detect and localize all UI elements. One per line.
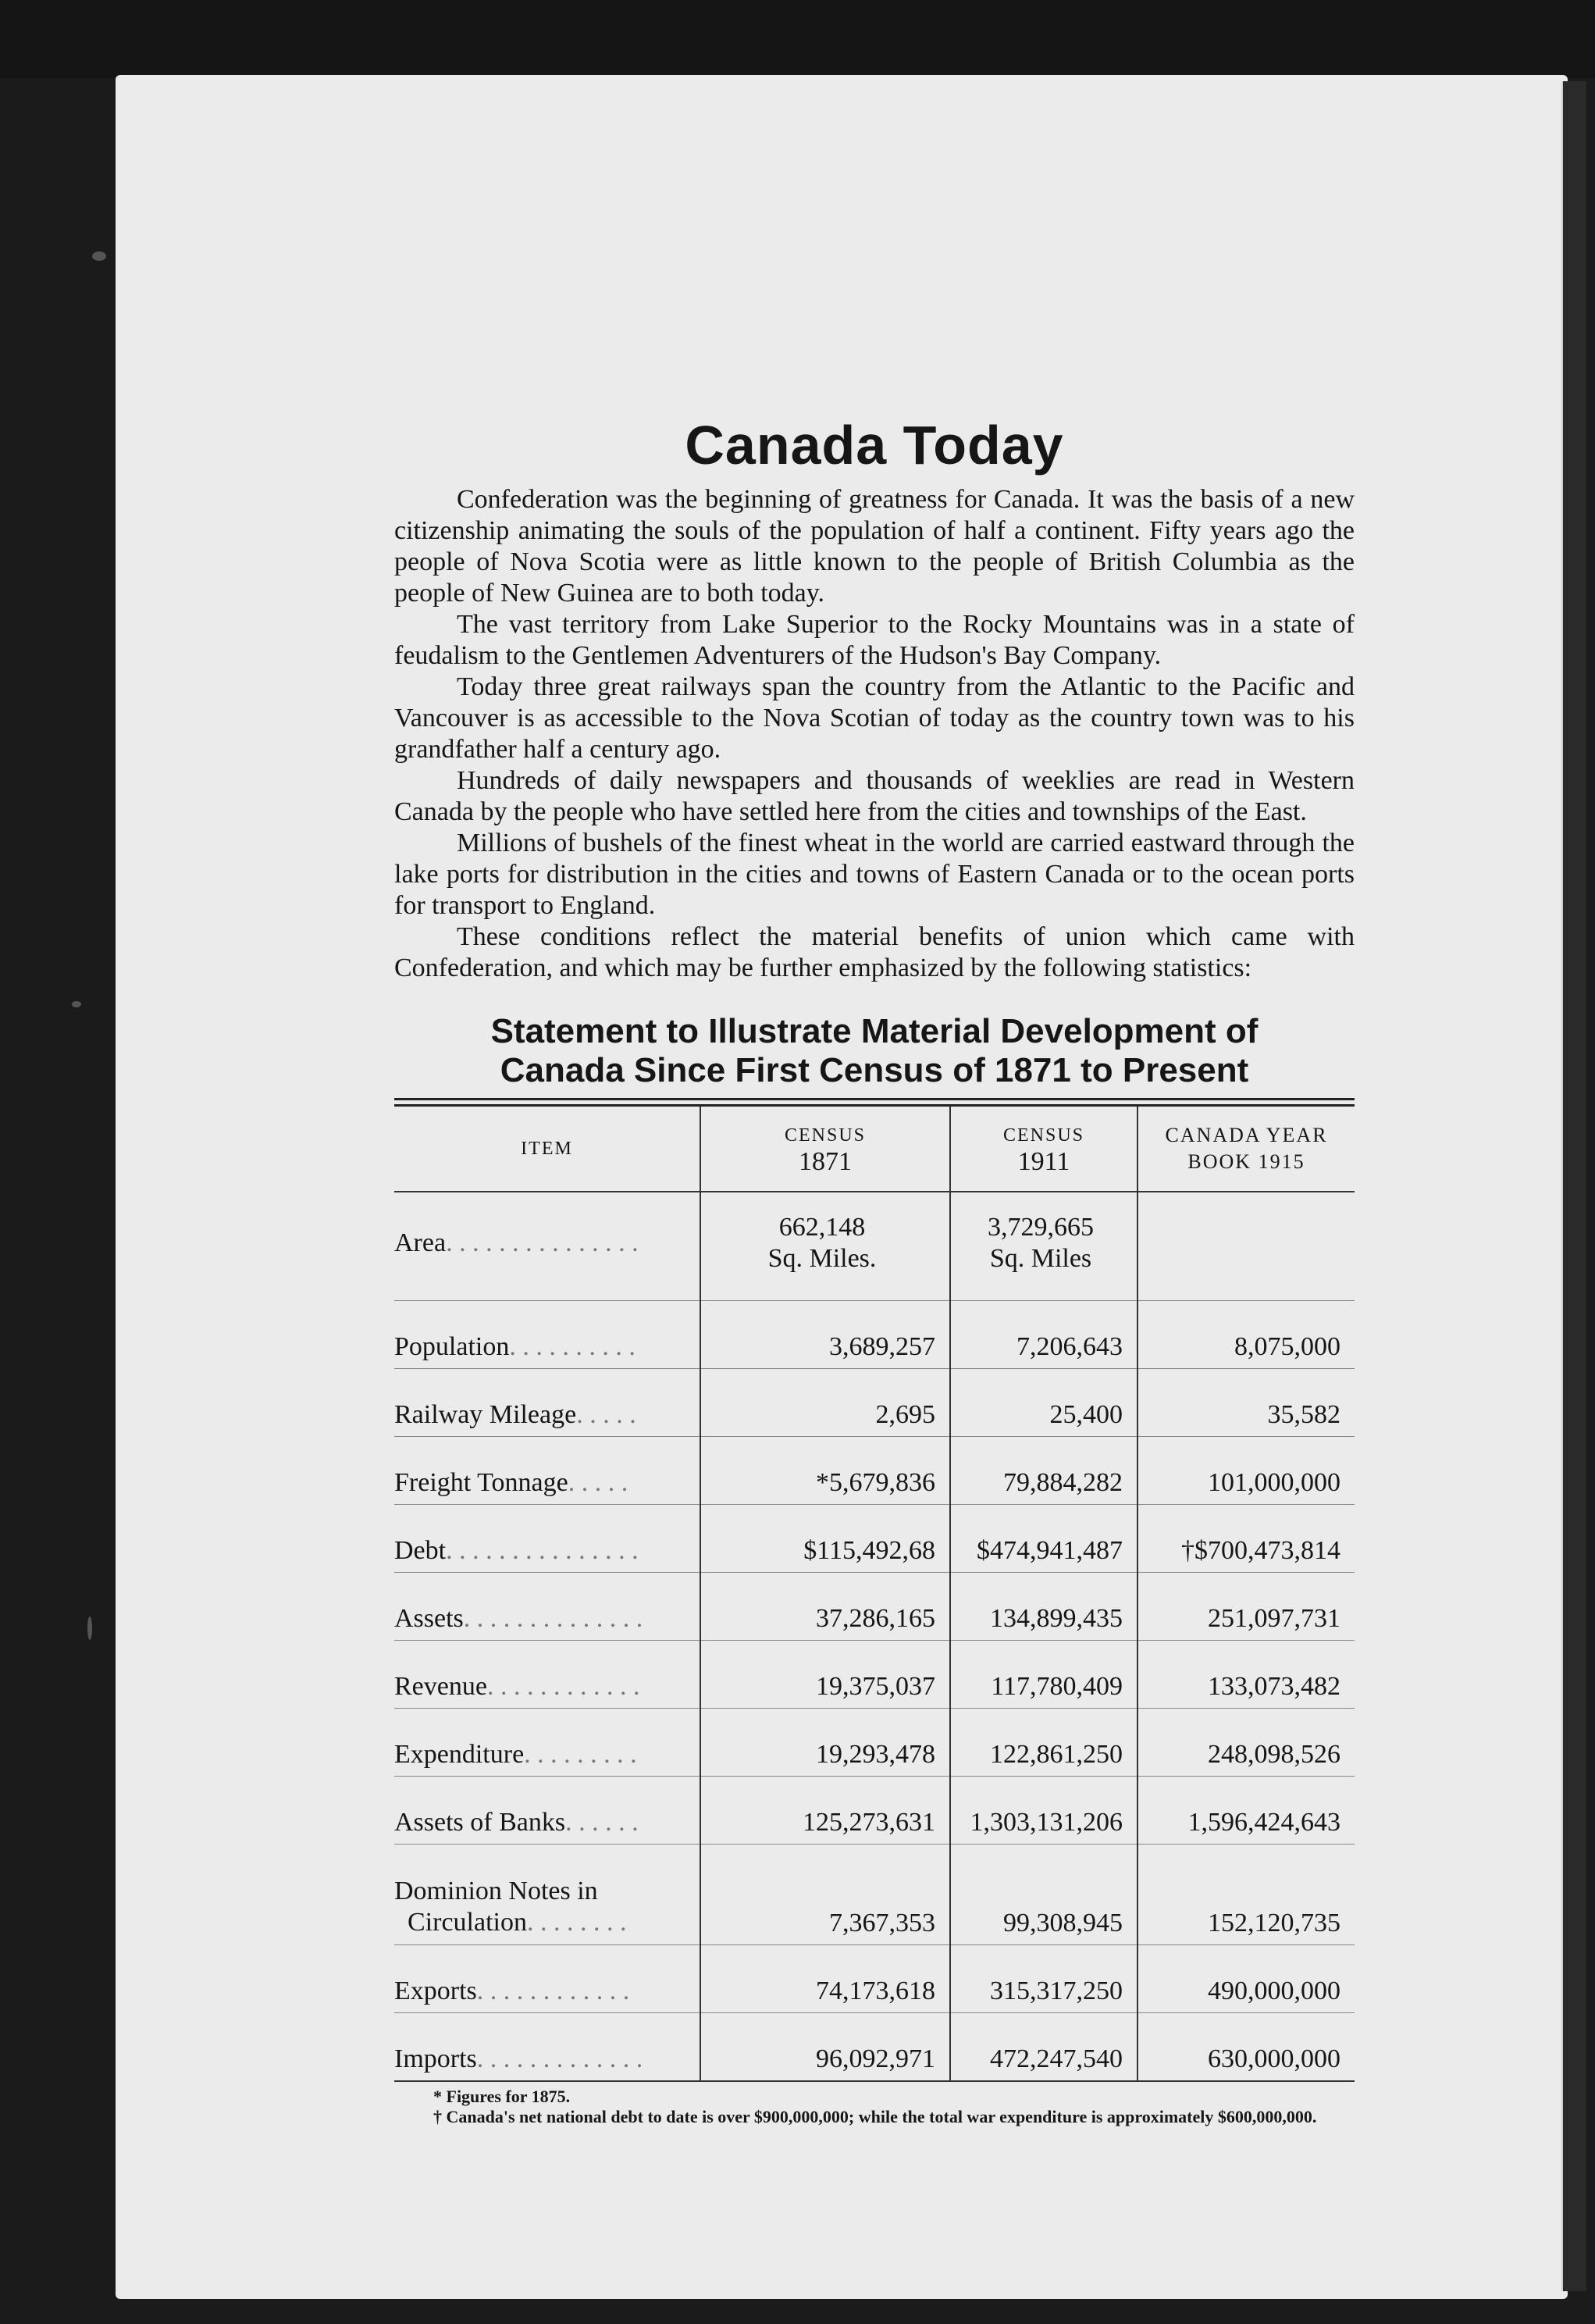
table-row — [394, 1845, 1355, 1945]
table-row — [394, 1709, 1355, 1777]
cell-1915: 1,596,424,643 — [1138, 1777, 1355, 1845]
footnote-figures: * Figures for 1875. — [433, 2087, 571, 2106]
cell-1871: 74,173,618 — [700, 1945, 950, 2013]
cell-1871: 19,293,478 — [700, 1709, 950, 1777]
header-year-book-1915: CANADA YEAR BOOK 1915 — [1138, 1107, 1355, 1192]
cell-1911: 25,400 — [950, 1369, 1138, 1437]
cell-1871: *5,679,836 — [700, 1437, 950, 1505]
cell-1911: 3,729,665 Sq. Miles — [950, 1192, 1138, 1301]
table-row — [394, 1505, 1355, 1573]
paragraph: These conditions reflect the material benefits of union which came with Confederation, and which may be further emphasized by the following statistics: — [394, 922, 1355, 982]
row-label: Exports. . . . . . . . . . . . — [394, 1945, 700, 2013]
cell-1871: 96,092,971 — [700, 2013, 950, 2082]
table-row — [394, 1641, 1355, 1709]
paragraph: Confederation was the beginning of greatness for Canada. It was the basis of a new citizenship animating the souls of the population of half a continent. Fifty years ago the people of Nova Scotia were as little known to the people of British Columbia as the people of New Guinea are to both today. — [394, 485, 1355, 608]
statement-title-line1: Statement to Illustrate Material Development of — [490, 1012, 1259, 1050]
cell-1911: 134,899,435 — [950, 1573, 1138, 1641]
row-label: Population. . . . . . . . . . — [394, 1301, 700, 1369]
row-label: Debt. . . . . . . . . . . . . . . — [394, 1505, 700, 1573]
row-label: Assets of Banks. . . . . . — [394, 1777, 700, 1845]
content-column — [394, 414, 1355, 2127]
statistics-table — [394, 1107, 1355, 2082]
cell-1911: 315,317,250 — [950, 1945, 1138, 2013]
cell-1911: 79,884,282 — [950, 1437, 1138, 1505]
cell-1915: 152,120,735 — [1138, 1845, 1355, 1945]
cell-1871: 2,695 — [700, 1369, 950, 1437]
row-label: Dominion Notes in Circulation. . . . . . . . — [394, 1845, 700, 1945]
cell-1915 — [1138, 1192, 1355, 1301]
cell-1871: 662,148 Sq. Miles. — [700, 1192, 950, 1301]
page-title: Canada Today — [685, 415, 1064, 476]
cell-1915: 490,000,000 — [1138, 1945, 1355, 2013]
row-label: Imports. . . . . . . . . . . . . — [394, 2013, 700, 2082]
row-label: Area. . . . . . . . . . . . . . . — [394, 1192, 700, 1301]
double-rule — [394, 1098, 1355, 1107]
cell-1915: 8,075,000 — [1138, 1301, 1355, 1369]
paragraph: The vast territory from Lake Superior to the Rocky Mountains was in a state of feudalism to the Gentlemen Adventurers of the Hudson's Bay Company. — [394, 610, 1355, 670]
statement-title-line2: Canada Since First Census of 1871 to Present — [500, 1051, 1249, 1089]
table-row — [394, 1945, 1355, 2013]
cell-1911: 1,303,131,206 — [950, 1777, 1138, 1845]
paragraph: Today three great railways span the country from the Atlantic to the Pacific and Vancouver is as accessible to the Nova Scotian of today as the country town was to his grandfather half a century ago. — [394, 672, 1355, 764]
header-item: ITEM — [394, 1107, 700, 1192]
cell-1911: 7,206,643 — [950, 1301, 1138, 1369]
row-label: Assets. . . . . . . . . . . . . . — [394, 1573, 700, 1641]
cell-1915: †$700,473,814 — [1138, 1505, 1355, 1573]
cell-1915: 101,000,000 — [1138, 1437, 1355, 1505]
footnote-debt: † Canada's net national debt to date is over $900,000,000; while the total war expenditure is approximately $600,000,000. — [433, 2107, 1317, 2126]
row-label: Railway Mileage. . . . . — [394, 1369, 700, 1437]
scan-border — [0, 0, 1595, 78]
cell-1911: $474,941,487 — [950, 1505, 1138, 1573]
paragraph: Millions of bushels of the finest wheat in the world are carried eastward through the lake ports for distribution in the cities and towns of Eastern Canada or to the ocean ports for transport to England. — [394, 829, 1355, 920]
cell-1871: 7,367,353 — [700, 1845, 950, 1945]
cell-1915: 248,098,526 — [1138, 1709, 1355, 1777]
scan-speck — [87, 1616, 92, 1640]
table-row — [394, 1777, 1355, 1845]
scan-speck — [92, 251, 106, 261]
header-census-1871: CENSUS 1871 — [700, 1107, 950, 1192]
cell-1911: 122,861,250 — [950, 1709, 1138, 1777]
table-row — [394, 2013, 1355, 2082]
footnotes — [394, 2087, 1355, 2127]
table-header-row — [394, 1107, 1355, 1192]
cell-1871: $115,492,68 — [700, 1505, 950, 1573]
cell-1871: 37,286,165 — [700, 1573, 950, 1641]
cell-1915: 133,073,482 — [1138, 1641, 1355, 1709]
cell-1911: 117,780,409 — [950, 1641, 1138, 1709]
cell-1915: 630,000,000 — [1138, 2013, 1355, 2082]
table-row — [394, 1573, 1355, 1641]
row-label: Freight Tonnage. . . . . — [394, 1437, 700, 1505]
paragraph: Hundreds of daily newspapers and thousands of weeklies are read in Western Canada by the people who have settled here from the cities and townships of the East. — [394, 766, 1355, 826]
cell-1871: 3,689,257 — [700, 1301, 950, 1369]
table-row — [394, 1301, 1355, 1369]
cell-1871: 125,273,631 — [700, 1777, 950, 1845]
cell-1915: 251,097,731 — [1138, 1573, 1355, 1641]
table-row — [394, 1369, 1355, 1437]
cell-1915: 35,582 — [1138, 1369, 1355, 1437]
scan-speck — [72, 1001, 81, 1007]
header-census-1911: CENSUS 1911 — [950, 1107, 1138, 1192]
statement-title — [394, 1012, 1355, 1090]
page-edge — [1561, 81, 1586, 2291]
row-label: Expenditure. . . . . . . . . — [394, 1709, 700, 1777]
cell-1911: 472,247,540 — [950, 2013, 1138, 2082]
row-label: Revenue. . . . . . . . . . . . — [394, 1641, 700, 1709]
cell-1911: 99,308,945 — [950, 1845, 1138, 1945]
cell-1871: 19,375,037 — [700, 1641, 950, 1709]
table-row — [394, 1192, 1355, 1301]
table-row — [394, 1437, 1355, 1505]
